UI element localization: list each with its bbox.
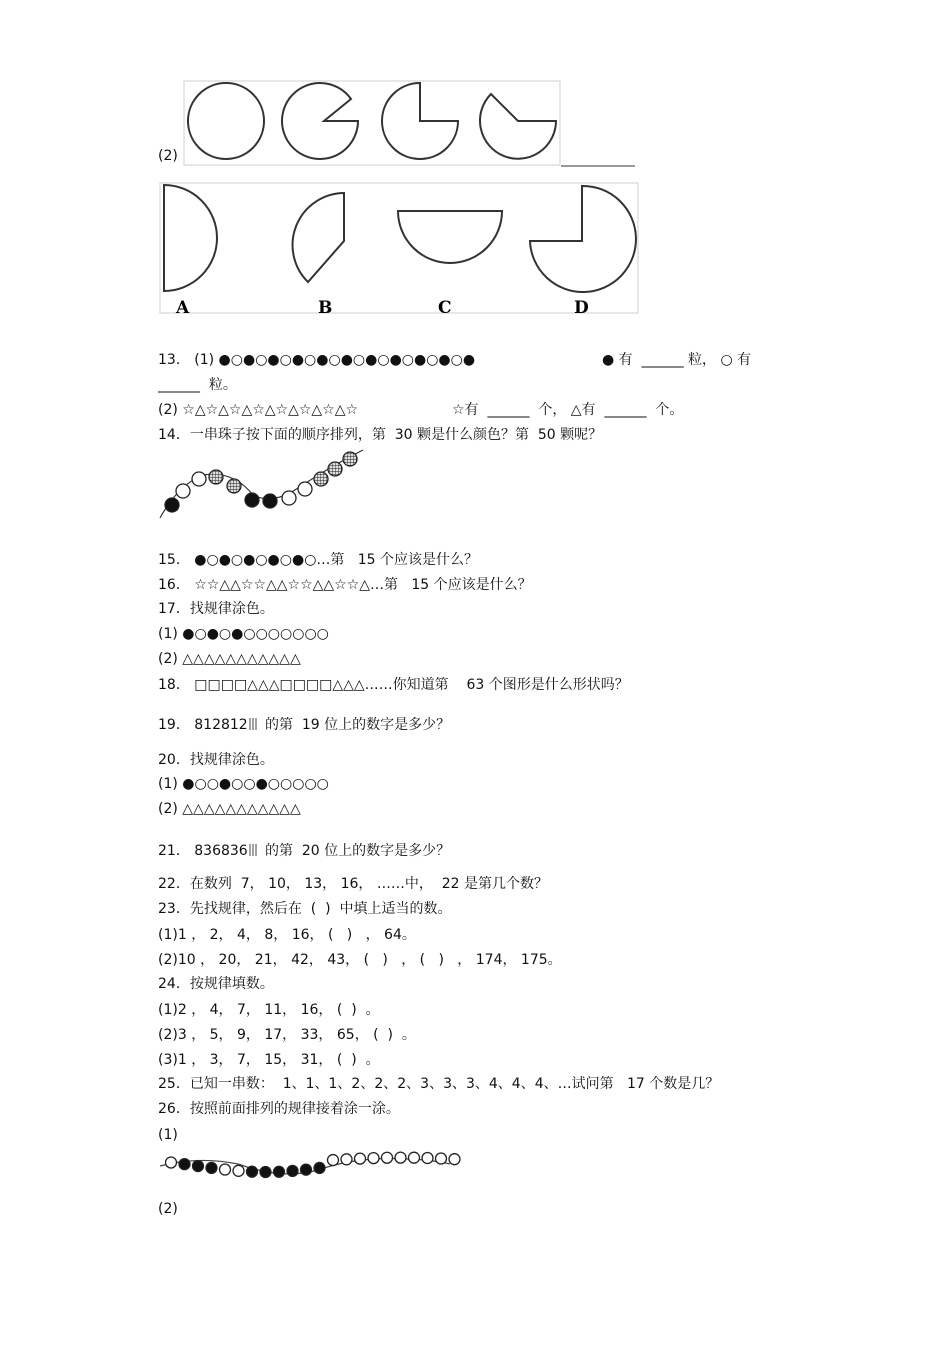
option-a-shape bbox=[164, 185, 217, 291]
chain-bead bbox=[382, 1152, 393, 1163]
q12-sequence-figure bbox=[183, 80, 643, 170]
bead bbox=[227, 479, 241, 493]
q23-title: 23．先找规律，然后在 ( ) 中填上适当的数。 bbox=[158, 901, 452, 917]
chain-bead bbox=[328, 1155, 339, 1166]
circle-minus-quarter-shape bbox=[382, 83, 458, 159]
chain-bead bbox=[341, 1154, 352, 1165]
bead bbox=[343, 452, 357, 466]
q16-text: 16． ☆☆△△☆☆△△☆☆△△☆☆△…第 15 个应该是什么？ bbox=[158, 577, 532, 593]
q13-line2: ______ 粒。 bbox=[158, 377, 237, 393]
q18-text: 18． □□□□△△△□□□□△△△……你知道第 63 个图形是什么形状吗？ bbox=[158, 677, 629, 693]
chain-bead bbox=[409, 1152, 420, 1163]
chain-bead bbox=[274, 1166, 285, 1177]
bead bbox=[314, 472, 328, 486]
chain-bead bbox=[179, 1159, 190, 1170]
chain-bead bbox=[260, 1166, 271, 1177]
q20-p2: (2) △△△△△△△△△△△ bbox=[158, 801, 301, 817]
chain-bead bbox=[220, 1164, 231, 1175]
chain-bead bbox=[436, 1153, 447, 1164]
chain-bead bbox=[166, 1157, 177, 1168]
bead bbox=[282, 491, 296, 505]
circle-minus-eighth-shape bbox=[282, 83, 358, 159]
chain-bead bbox=[233, 1165, 244, 1176]
q13-line3-tail: ☆有 ______ 个， △有 ______ 个。 bbox=[452, 402, 684, 418]
chain-bead bbox=[368, 1153, 379, 1164]
q23-p2: (2)10 ， 20， 21， 42， 43， ( ) ， ( ) ， 174， 175。 bbox=[158, 952, 562, 968]
bead-string-figure bbox=[158, 450, 368, 520]
q17-title: 17．找规律涂色。 bbox=[158, 601, 274, 617]
q20-title: 20．找规律涂色。 bbox=[158, 752, 274, 768]
chain-bead bbox=[206, 1162, 217, 1173]
option-d-shape bbox=[530, 186, 636, 292]
q21-text: 的第 20 位上的数字是多少？ bbox=[265, 843, 451, 859]
bead bbox=[245, 493, 259, 507]
option-b-shape bbox=[293, 193, 344, 282]
q19-text: 的第 19 位上的数字是多少？ bbox=[265, 717, 451, 733]
q24-title: 24．按规律填数。 bbox=[158, 976, 274, 992]
chain-bead bbox=[287, 1165, 298, 1176]
q14-text: 14．一串珠子按下面的顺序排列，第 30 颗是什么颜色？第 50 颗呢？ bbox=[158, 427, 603, 443]
chain-bead bbox=[355, 1153, 366, 1164]
q21-number: 21． 836836 bbox=[158, 843, 248, 859]
full-circle-shape bbox=[188, 83, 264, 159]
bead bbox=[263, 494, 277, 508]
option-a-label: A bbox=[176, 298, 190, 318]
chain-bead bbox=[314, 1162, 325, 1173]
q13-line1-tail: ● 有 ______ 粒， ○ 有 bbox=[602, 352, 752, 368]
q17-p2: (2) △△△△△△△△△△△ bbox=[158, 651, 301, 667]
chain-bead bbox=[247, 1166, 258, 1177]
q26-p2-label: (2) bbox=[158, 1201, 178, 1217]
repeat-dots-glyph bbox=[248, 716, 260, 734]
chain-bead bbox=[422, 1153, 433, 1164]
circle-minus-three-eighths-shape bbox=[480, 94, 556, 159]
q24-p2: (2)3 ， 5， 9， 17， 33， 65， ( ) 。 bbox=[158, 1027, 416, 1043]
q25-text: 25．已知一串数： 1、1、1、2、2、2、3、3、3、4、4、4、…试问第 17 个数是几？ bbox=[158, 1076, 720, 1092]
q13-line1: 13． (1) ●○●○●○●○●○●○●○●○●○●○● bbox=[158, 352, 476, 368]
q15-text: 15． ●○●○●○●○●○…第 15 个应该是什么？ bbox=[158, 552, 479, 568]
option-c-label: C bbox=[438, 298, 452, 318]
bead bbox=[209, 470, 223, 484]
q24-p3: (3)1 ， 3， 7， 15， 31， ( ) 。 bbox=[158, 1052, 380, 1068]
q26-title: 26．按照前面排列的规律接着涂一涂。 bbox=[158, 1101, 400, 1117]
option-c-shape bbox=[398, 211, 502, 263]
bead bbox=[328, 462, 342, 476]
q22-text: 22．在数列 7， 10， 13， 16， ……中， 22 是第几个数？ bbox=[158, 876, 549, 892]
q26-p1-label: (1) bbox=[158, 1127, 178, 1143]
q13-line3: (2) ☆△☆△☆△☆△☆△☆△☆△☆ bbox=[158, 402, 359, 418]
bead bbox=[176, 484, 190, 498]
q19-number: 19． 812812 bbox=[158, 717, 248, 733]
q24-p1: (1)2 ， 4， 7， 11， 16， ( ) 。 bbox=[158, 1002, 380, 1018]
q20-p1: (1) ●○○●○○●○○○○○ bbox=[158, 776, 329, 792]
option-b-label: B bbox=[318, 298, 333, 318]
chain-bead bbox=[193, 1161, 204, 1172]
q17-p1: (1) ●○●○●○○○○○○○ bbox=[158, 626, 329, 642]
bead-chain-figure bbox=[158, 1150, 453, 1180]
q12-label: (2) bbox=[158, 148, 178, 164]
bead bbox=[192, 472, 206, 486]
chain-bead bbox=[449, 1154, 460, 1165]
chain-bead bbox=[395, 1152, 406, 1163]
bead bbox=[165, 498, 179, 512]
option-d-label: D bbox=[574, 298, 589, 318]
chain-bead bbox=[301, 1164, 312, 1175]
q12-options-figure bbox=[158, 182, 640, 317]
repeat-dots-glyph bbox=[248, 842, 260, 860]
q23-p1: (1)1 ， 2， 4， 8， 16， ( ) ， 64。 bbox=[158, 927, 416, 943]
bead bbox=[298, 482, 312, 496]
